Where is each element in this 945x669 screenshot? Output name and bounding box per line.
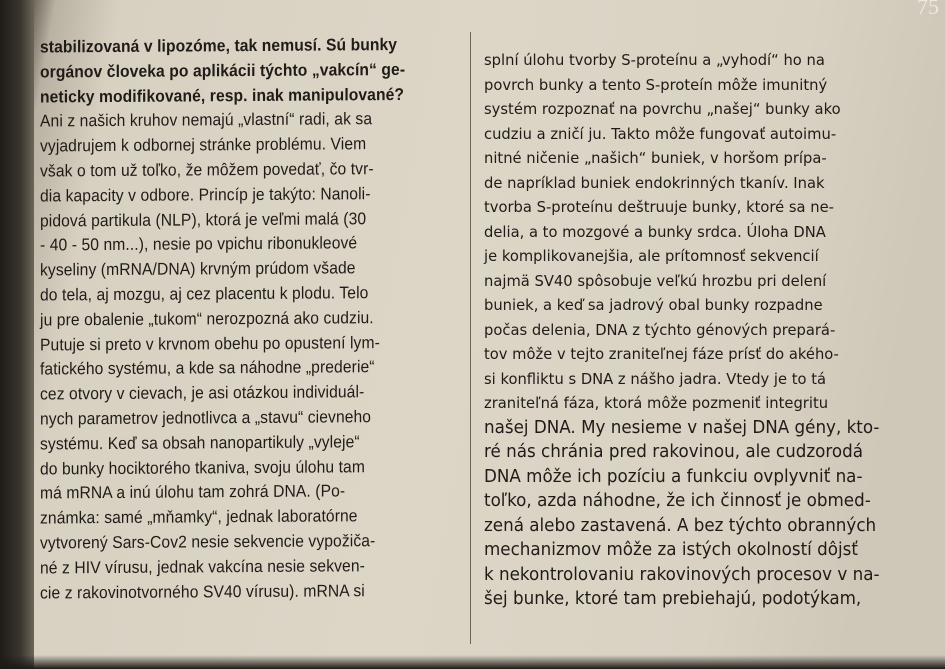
text-line: však o tom už toľko, že môžem povedať, čo tvr- — [40, 159, 374, 181]
text-line: splní úlohu tvorby S-proteínu a „vyhodí“ ho na — [484, 51, 825, 69]
text-line: našej DNA. My nesieme v našej DNA gény, kto- — [484, 416, 880, 438]
left-text-column — [40, 33, 468, 606]
text-line: šej bunke, ktoré tam prebiehajú, podotýkam, — [484, 588, 862, 609]
text-line: do bunky hociktorého tkaniva, svoju úlohu tam — [40, 456, 365, 479]
text-line: kyseliny (mRNA/DNA) krvným prúdom všade — [40, 258, 356, 280]
text-line: neticky modifikované, resp. inak manipulované? — [40, 84, 405, 107]
page-number: 75 — [917, 0, 939, 19]
text-line: delia, a to mozgové a bunky srdca. Úloha DNA — [484, 222, 826, 241]
text-line: toľko, azda náhodne, že ich činnosť je obmed- — [484, 490, 871, 511]
text-line: - 40 - 50 nm...), nesie po vpichu ribonukleové — [40, 233, 358, 255]
text-line: Putuje si preto v krvnom obehu po opustení lym- — [40, 332, 380, 355]
text-line: zená alebo zastavená. A bez týchto obranných — [484, 514, 877, 536]
text-line: de napríklad buniek endokrinných tkanív. Inak — [484, 173, 825, 192]
text-line: systém rozpoznať na povrchu „našej“ bunky ako — [484, 100, 841, 118]
text-line: mechanizmov môže za istých okolností dôjsť — [484, 539, 858, 560]
text-line: cie z rakovinotvorného SV40 vírusu). mRNA si — [40, 580, 365, 603]
page-bottom-shadow — [0, 655, 945, 669]
text-line: cez otvory v cievach, je asi otázkou individuál- — [40, 382, 365, 404]
text-line: nitné ničenie „našich“ buniek, v horšom prípa- — [484, 149, 827, 167]
text-line: dia kapacity v odbore. Princíp je takýto: Nanoli- — [40, 183, 371, 206]
text-line: stabilizovaná v lipozóme, tak nemusí. Sú bunky — [40, 35, 398, 57]
text-line: k nekontrolovaniu rakovinových procesov v na- — [484, 563, 880, 585]
text-line: né z HIV vírusu, jednak vakcína nesie sekven- — [40, 555, 365, 578]
text-line: ju pre obalenie „tukom“ nerozpozná ako cudziu. — [40, 307, 374, 330]
text-line: najmä SV40 spôsobuje veľkú hrozbu pri delení — [484, 271, 827, 290]
text-line: tov môže v tejto zraniteľnej fáze prísť do akého- — [484, 345, 839, 363]
text-line: vytvorený Sars-Cov2 nesie sekvencie vypožiča- — [40, 531, 376, 553]
text-line: tvorba S-proteínu deštruuje bunky, ktoré sa ne- — [484, 198, 834, 216]
text-line: počas delenia, DNA z týchto génových prepará- — [484, 320, 836, 339]
text-line: ré nás chránia pred rakovinou, ale cudzorodá — [484, 441, 864, 462]
text-line: zraniteľná fáza, ktorá môže pozmeniť integritu — [484, 394, 829, 412]
text-line: pidová partikula (NLP), ktorá je veľmi malá (30 — [40, 208, 367, 231]
book-spine — [0, 0, 34, 669]
text-line: do tela, aj mozgu, aj cez placentu k plodu. Telo — [40, 283, 369, 305]
text-line: známka: samé „mňamky“, jednak laboratórne — [40, 506, 358, 528]
text-line: DNA môže ich pozíciu a funkciu ovplyvniť na- — [484, 465, 863, 487]
text-line: systému. Keď sa obsah nanopartikuly „vyleje“ — [40, 432, 360, 454]
text-line: nych parametrov jednotlivca a „stavu“ cievneho — [40, 407, 372, 429]
text-line: povrch bunky a tento S-proteín môže imunitný — [484, 75, 828, 94]
text-line: si konfliktu s DNA z nášho jadra. Vtedy je to tá — [484, 369, 827, 388]
text-line: cudziu a zničí ju. Takto môže fungovať autoimu- — [484, 124, 837, 143]
text-line: vyjadrujem k odbornej stránke problému. Viem — [40, 134, 367, 156]
text-line: buniek, a keď sa jadrový obal bunky rozpadne — [484, 296, 823, 314]
text-line: má mRNA a inú úlohu tam zohrá DNA. (Po- — [40, 481, 346, 503]
right-text-column — [484, 48, 936, 612]
text-line: je komplikovanejšia, ale prítomnosť sekvencií — [484, 247, 819, 265]
column-divider — [470, 32, 471, 644]
text-line: orgánov človeka po aplikácii týchto „vakcín“ ge- — [40, 59, 406, 82]
text-line: Ani z našich kruhov nemajú „vlastní“ radi, ak sa — [40, 109, 373, 131]
text-line: fatického systému, a kde sa náhodne „prederie“ — [40, 357, 375, 379]
